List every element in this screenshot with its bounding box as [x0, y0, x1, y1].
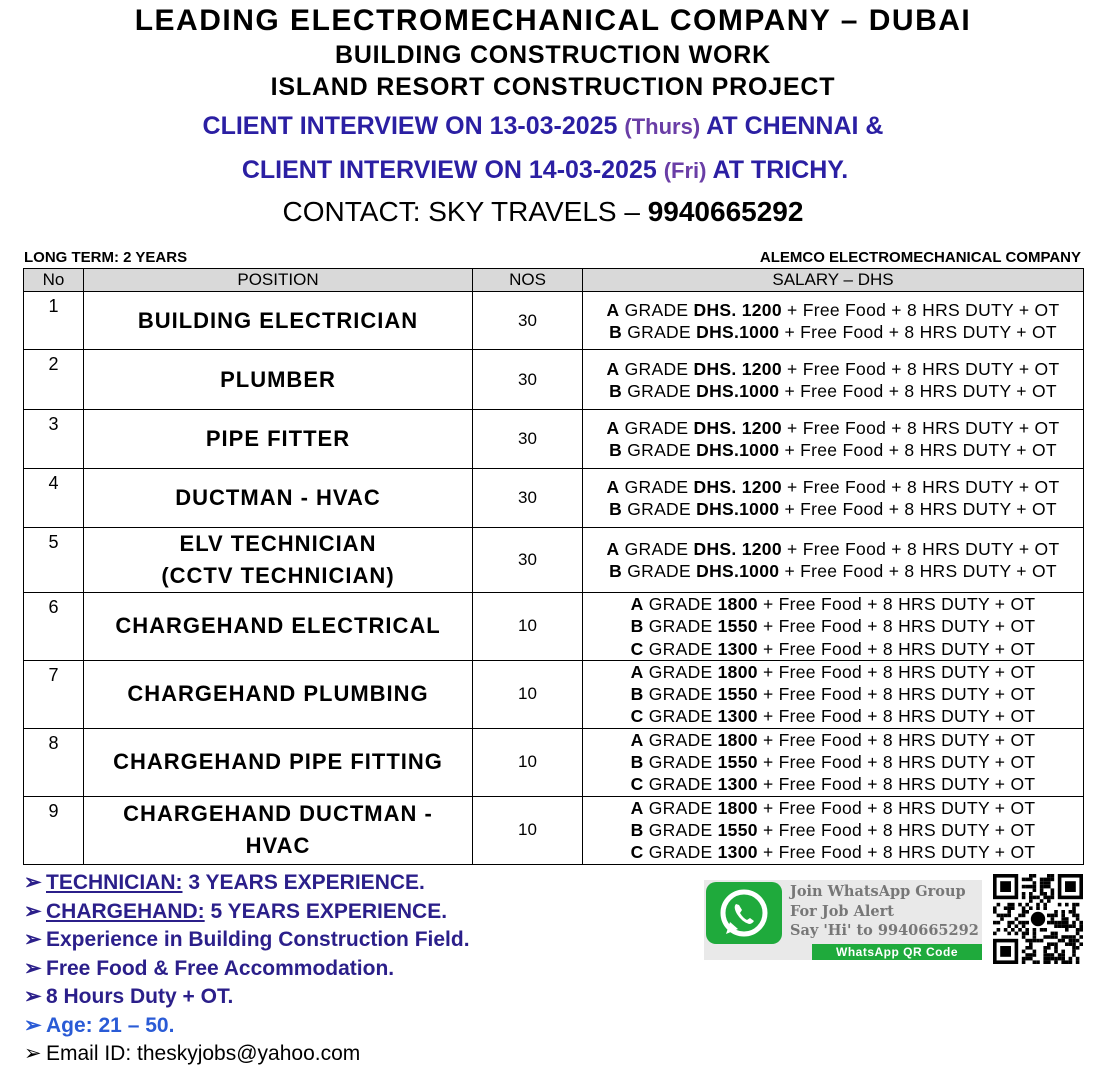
grade-word: GRADE [643, 729, 718, 750]
salary-benefits: + Free Food + 8 HRS DUTY + OT [779, 380, 1057, 401]
requirement-chargehand [24, 898, 470, 927]
arrow-bullet-icon: ➢ [24, 1013, 42, 1037]
experience-text: Experience in Building Construction Field. [46, 928, 470, 951]
grade-letter: C [630, 842, 644, 863]
salary-benefits: + Free Food + 8 HRS DUTY + OT [757, 752, 1036, 773]
position-cell [84, 728, 473, 796]
interview-chennai [0, 112, 1096, 141]
arrow-bullet-icon: ➢ [24, 871, 42, 894]
grade-word: GRADE [643, 797, 718, 818]
salary-amount: DHS. 1200 [693, 418, 782, 438]
grade-letter: B [609, 561, 623, 581]
salary-cell [583, 292, 1084, 350]
table-row [24, 660, 1084, 728]
salary-benefits: + Free Food + 8 HRS DUTY + OT [781, 477, 1060, 497]
nos-cell: 30 [473, 528, 583, 593]
salary-line [583, 321, 1083, 343]
salary-line [583, 751, 1083, 773]
salary-line [583, 773, 1083, 795]
position-name: HVAC [245, 833, 311, 859]
position-name: ELV TECHNICIAN [179, 531, 377, 556]
salary-line [583, 380, 1083, 402]
grade-word: GRADE [643, 752, 718, 773]
row-number: 2 [24, 350, 84, 410]
position-name: DUCTMAN - HVAC [175, 485, 381, 510]
salary-line [583, 476, 1083, 498]
position-cell [84, 593, 473, 661]
position-name: CHARGEHAND DUCTMAN - [123, 801, 433, 827]
technician-value: 3 YEARS EXPERIENCE. [182, 871, 425, 894]
table-row [24, 728, 1084, 796]
salary-amount: 1300 [717, 774, 758, 795]
grade-word: GRADE [619, 358, 694, 379]
salary-amount: 1800 [717, 729, 758, 750]
salary-benefits: + Free Food + 8 HRS DUTY + OT [757, 729, 1036, 750]
salary-cell [583, 796, 1084, 864]
grade-letter: A [606, 299, 620, 320]
salary-line [583, 498, 1083, 520]
nos-cell: 10 [473, 728, 583, 796]
interview-trichy-day: (Fri) [663, 158, 707, 183]
grade-word: GRADE [622, 561, 697, 581]
salary-benefits: + Free Food + 8 HRS DUTY + OT [757, 684, 1036, 705]
requirement-email [24, 1040, 470, 1069]
project-title: ISLAND RESORT CONSTRUCTION PROJECT [270, 73, 836, 101]
position-cell [84, 410, 473, 469]
requirements-list [24, 869, 470, 1069]
position-name: CHARGEHAND ELECTRICAL [115, 613, 441, 639]
grade-letter: B [609, 380, 623, 401]
salary-benefits: + Free Food + 8 HRS DUTY + OT [779, 499, 1057, 519]
grade-letter: C [630, 774, 644, 795]
salary-benefits: + Free Food + 8 HRS DUTY + OT [757, 842, 1036, 863]
grade-letter: A [606, 539, 620, 559]
salary-amount: DHS.1000 [696, 561, 780, 581]
arrow-bullet-icon: ➢ [24, 985, 42, 1008]
arrow-bullet-icon: ➢ [24, 1042, 42, 1065]
nos-cell: 30 [473, 410, 583, 469]
position-cell [84, 469, 473, 528]
grade-letter: B [609, 321, 623, 342]
grade-letter: B [630, 616, 644, 637]
company-title: LEADING ELECTROMECHANICAL COMPANY – DUBAI [134, 4, 972, 37]
requirement-age [24, 1012, 470, 1041]
grade-letter: B [630, 819, 644, 840]
salary-cell [583, 528, 1084, 593]
row-number: 7 [24, 660, 84, 728]
grade-word: GRADE [622, 440, 697, 460]
whatsapp-line3: Say 'Hi' to 9940665292 [790, 922, 979, 939]
table-row [24, 410, 1084, 469]
salary-benefits: + Free Food + 8 HRS DUTY + OT [781, 358, 1060, 379]
salary-line [583, 705, 1083, 727]
position-name: PLUMBER [220, 366, 336, 392]
salary-line [583, 560, 1083, 582]
grade-word: GRADE [619, 418, 694, 438]
salary-benefits: + Free Food + 8 HRS DUTY + OT [757, 616, 1036, 637]
grade-letter: B [630, 752, 644, 773]
qr-code-icon[interactable] [993, 874, 1083, 964]
grade-letter: A [630, 729, 644, 750]
salary-amount: DHS.1000 [696, 499, 780, 519]
salary-line [583, 819, 1083, 841]
contact-label: CONTACT: SKY TRAVELS – [282, 196, 648, 227]
position-name: CHARGEHAND PIPE FITTING [113, 749, 443, 775]
salary-amount: DHS.1000 [696, 321, 780, 342]
nos-cell: 10 [473, 593, 583, 661]
food-text: Free Food & Free Accommodation. [46, 956, 395, 980]
row-number: 3 [24, 410, 84, 469]
salary-amount: DHS.1000 [696, 380, 780, 401]
salary-amount: 1800 [717, 661, 758, 682]
grade-letter: A [606, 418, 620, 438]
position-name: PIPE FITTER [205, 426, 351, 451]
salary-amount: DHS. 1200 [693, 299, 782, 320]
whatsapp-line1: Join WhatsApp Group [790, 883, 966, 900]
salary-amount: 1550 [717, 684, 758, 705]
grade-word: GRADE [619, 299, 694, 320]
salary-cell [583, 593, 1084, 661]
salary-cell [583, 660, 1084, 728]
grade-letter: A [606, 477, 620, 497]
row-number: 1 [24, 292, 84, 350]
salary-line [583, 439, 1083, 461]
nos-cell: 30 [473, 350, 583, 410]
salary-benefits: + Free Food + 8 HRS DUTY + OT [781, 418, 1060, 438]
salary-amount: 1800 [717, 594, 758, 614]
position-cell [84, 796, 473, 864]
grade-word: GRADE [643, 616, 718, 637]
interview-trichy [0, 156, 1098, 185]
nos-cell: 30 [473, 469, 583, 528]
long-term-label: LONG TERM: 2 YEARS [24, 249, 188, 266]
technician-label: TECHNICIAN: [46, 871, 183, 894]
grade-letter: B [609, 499, 623, 519]
interview-trichy-text: CLIENT INTERVIEW ON 14-03-2025 [241, 156, 664, 184]
grade-word: GRADE [643, 842, 718, 863]
salary-line [583, 729, 1083, 751]
position-cell [84, 528, 473, 593]
whatsapp-qr-label: WhatsApp QR Code [812, 944, 982, 960]
salary-line [583, 661, 1083, 683]
grade-word: GRADE [622, 380, 697, 401]
interview-trichy-place: AT TRICHY. [706, 156, 849, 184]
whatsapp-logo [706, 882, 782, 944]
salary-cell [583, 469, 1084, 528]
grade-word: GRADE [643, 661, 718, 682]
salary-amount: 1300 [717, 842, 758, 863]
column-header-no: No [24, 269, 84, 292]
grade-letter: A [606, 358, 620, 379]
duty-text: 8 Hours Duty + OT. [46, 985, 234, 1008]
chargehand-value: 5 YEARS EXPERIENCE. [204, 899, 448, 923]
salary-benefits: + Free Food + 8 HRS DUTY + OT [757, 774, 1036, 795]
work-title: BUILDING CONSTRUCTION WORK [334, 41, 772, 69]
table-row [24, 593, 1084, 661]
position-cell [84, 660, 473, 728]
salary-benefits: + Free Food + 8 HRS DUTY + OT [757, 638, 1036, 659]
table-header-row [24, 269, 1084, 292]
contact-phone: 9940665292 [647, 196, 804, 227]
salary-amount: 1550 [717, 819, 758, 840]
salary-amount: 1550 [717, 752, 758, 773]
row-number: 8 [24, 728, 84, 796]
grade-word: GRADE [643, 638, 718, 659]
interview-chennai-place: AT CHENNAI & [700, 112, 884, 140]
grade-letter: A [630, 661, 644, 682]
column-header-nos: NOS [473, 269, 583, 292]
interview-chennai-day: (Thurs) [624, 114, 701, 139]
grade-word: GRADE [643, 819, 718, 840]
contact-line [0, 196, 1096, 228]
row-number: 9 [24, 796, 84, 864]
table-body [24, 292, 1084, 865]
salary-amount: 1300 [717, 638, 758, 659]
chargehand-label: CHARGEHAND: [46, 899, 205, 923]
table-row [24, 528, 1084, 593]
arrow-bullet-icon: ➢ [24, 899, 42, 923]
salary-amount: DHS. 1200 [693, 539, 782, 559]
requirement-duty [24, 983, 470, 1012]
grade-word: GRADE [643, 706, 718, 727]
salary-benefits: + Free Food + 8 HRS DUTY + OT [779, 561, 1057, 581]
salary-line [583, 638, 1083, 660]
salary-benefits: + Free Food + 8 HRS DUTY + OT [757, 797, 1036, 818]
grade-letter: A [630, 797, 644, 818]
salary-line [583, 615, 1083, 637]
salary-amount: DHS. 1200 [693, 358, 782, 379]
grade-letter: A [630, 594, 644, 614]
row-number: 4 [24, 469, 84, 528]
age-text: Age: 21 – 50. [46, 1013, 175, 1037]
salary-benefits: + Free Food + 8 HRS DUTY + OT [779, 321, 1057, 342]
salary-line [583, 538, 1083, 560]
grade-word: GRADE [619, 477, 694, 497]
nos-cell: 10 [473, 660, 583, 728]
grade-word: GRADE [643, 594, 718, 614]
salary-benefits: + Free Food + 8 HRS DUTY + OT [757, 594, 1036, 614]
salary-line [583, 841, 1083, 863]
salary-cell [583, 728, 1084, 796]
row-number: 6 [24, 593, 84, 661]
arrow-bullet-icon: ➢ [24, 928, 42, 951]
position-cell [84, 350, 473, 410]
position-name: CHARGEHAND PLUMBING [127, 681, 429, 707]
nos-cell: 30 [473, 292, 583, 350]
arrow-bullet-icon: ➢ [24, 956, 42, 980]
grade-letter: C [630, 706, 644, 727]
salary-line [583, 797, 1083, 819]
salary-amount: DHS.1000 [696, 440, 780, 460]
position-name: BUILDING ELECTRICIAN [137, 307, 419, 333]
position-name: (CCTV TECHNICIAN) [161, 563, 395, 588]
salary-benefits: + Free Food + 8 HRS DUTY + OT [781, 539, 1060, 559]
grade-letter: B [630, 684, 644, 705]
grade-word: GRADE [622, 499, 697, 519]
salary-benefits: + Free Food + 8 HRS DUTY + OT [757, 661, 1036, 682]
salary-line [583, 417, 1083, 439]
salary-line [583, 299, 1083, 321]
nos-cell: 10 [473, 796, 583, 864]
grade-letter: B [609, 440, 623, 460]
whatsapp-line2: For Job Alert [790, 902, 894, 920]
grade-word: GRADE [619, 539, 694, 559]
salary-benefits: + Free Food + 8 HRS DUTY + OT [779, 440, 1057, 460]
salary-cell [583, 410, 1084, 469]
requirement-experience [24, 926, 470, 955]
salary-line [583, 593, 1083, 615]
salary-benefits: + Free Food + 8 HRS DUTY + OT [757, 706, 1036, 727]
client-company-label: ALEMCO ELECTROMECHANICAL COMPANY [759, 249, 1081, 266]
column-header-salary: SALARY – DHS [583, 269, 1084, 292]
whatsapp-banner[interactable] [704, 880, 982, 960]
whatsapp-icon [706, 882, 782, 944]
table-row [24, 469, 1084, 528]
grade-word: GRADE [643, 684, 718, 705]
interview-chennai-text: CLIENT INTERVIEW ON 13-03-2025 [202, 112, 625, 140]
email-text[interactable]: Email ID: theskyjobs@yahoo.com [46, 1042, 361, 1065]
table-row [24, 350, 1084, 410]
requirement-food [24, 955, 470, 984]
column-header-position: POSITION [84, 269, 473, 292]
whatsapp-text [790, 882, 979, 941]
positions-table [23, 268, 1084, 865]
salary-cell [583, 350, 1084, 410]
row-number: 5 [24, 528, 84, 593]
requirement-technician [24, 869, 470, 898]
table-row [24, 796, 1084, 864]
grade-letter: C [630, 638, 644, 659]
salary-line [583, 358, 1083, 380]
table-row [24, 292, 1084, 350]
salary-line [583, 683, 1083, 705]
salary-amount: 1300 [717, 706, 758, 727]
salary-amount: 1800 [717, 797, 758, 818]
grade-word: GRADE [622, 321, 697, 342]
position-cell [84, 292, 473, 350]
grade-word: GRADE [643, 774, 718, 795]
salary-benefits: + Free Food + 8 HRS DUTY + OT [757, 819, 1036, 840]
salary-benefits: + Free Food + 8 HRS DUTY + OT [781, 299, 1060, 320]
salary-amount: DHS. 1200 [693, 477, 782, 497]
salary-amount: 1550 [717, 616, 758, 637]
